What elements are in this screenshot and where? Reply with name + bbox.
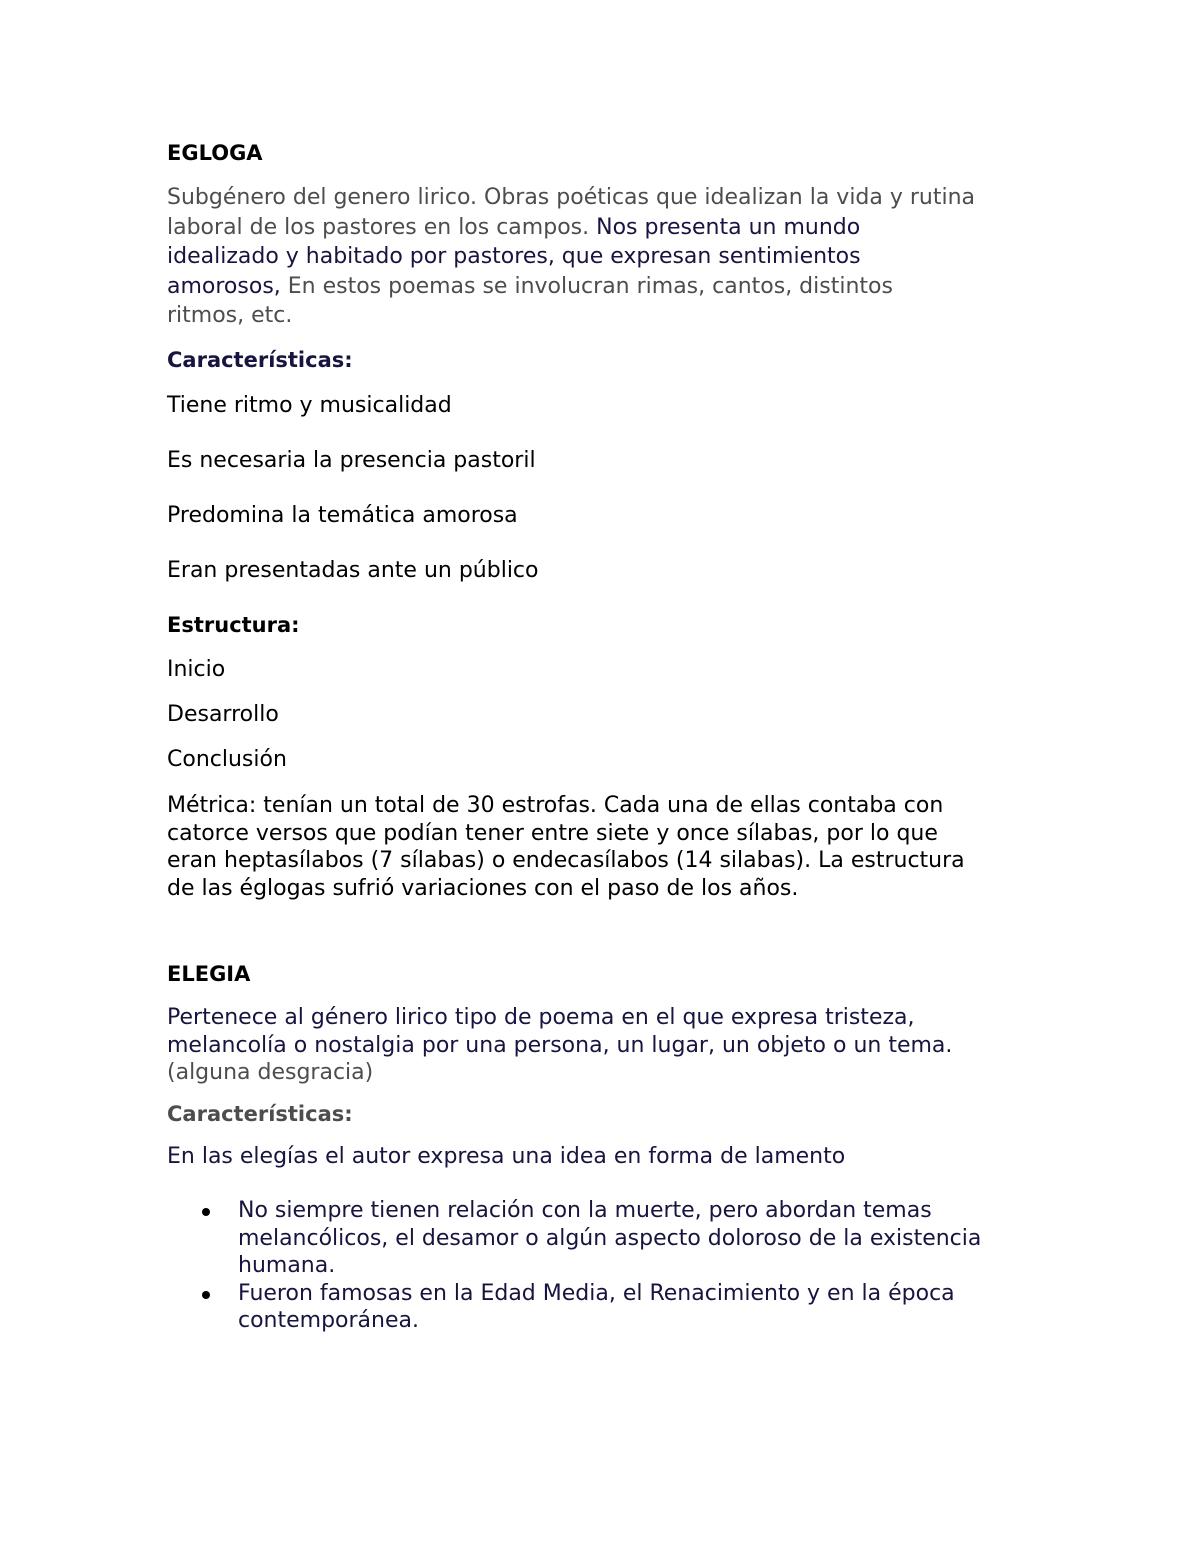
elegia-intro: [167, 1004, 952, 1087]
egloga-intro-line: Subgénero del genero lirico. Obras poéticas que idealizan la vida y rutina: [167, 185, 976, 210]
egloga-estructura-item: Desarrollo: [167, 702, 279, 727]
elegia-bullet-item: [167, 1280, 1047, 1335]
egloga-intro-line: ritmos, etc.: [167, 303, 293, 328]
egloga-intro-segment: laboral de los pastores en los campos.: [167, 214, 597, 240]
egloga-estructura-item: Conclusión: [167, 747, 287, 772]
egloga-title: EGLOGA: [167, 141, 263, 165]
egloga-intro-segment: En estos poemas se involucran rimas, cantos, distintos: [287, 273, 893, 299]
elegia-caracteristicas-title: Características:: [167, 1102, 353, 1126]
egloga-intro-segment: Nos presenta un mundo: [596, 214, 861, 240]
elegia-title: ELEGIA: [167, 962, 251, 986]
elegia-intro-line: Pertenece al género lirico tipo de poema en el que expresa tristeza,: [167, 1005, 915, 1030]
egloga-caracteristica-item: Es necesaria la presencia pastoril: [167, 448, 536, 473]
bullet-line: humana.: [238, 1253, 336, 1278]
egloga-estructura-item: Inicio: [167, 657, 226, 682]
egloga-intro: [167, 183, 975, 331]
bullet-line: contemporánea.: [238, 1308, 419, 1333]
egloga-intro-line: idealizado y habitado por pastores, que expresan sentimientos: [167, 244, 861, 269]
egloga-metrica: [167, 792, 965, 902]
metrica-line: eran heptasílabos (7 sílabas) o endecasílabos (14 silabas). La estructura: [167, 848, 965, 873]
elegia-intro-line: (alguna desgracia): [167, 1060, 374, 1085]
bullet-dot-icon: [202, 1291, 210, 1299]
bullet-dot-icon: [202, 1208, 210, 1216]
egloga-intro-segment: amorosos,: [167, 273, 288, 299]
elegia-intro-line: melancolía o nostalgia por una persona, un lugar, un objeto o un tema.: [167, 1032, 953, 1058]
egloga-caracteristica-item: Eran presentadas ante un público: [167, 558, 539, 583]
egloga-estructura-title: Estructura:: [167, 613, 300, 637]
elegia-bullet-list: [167, 1197, 1047, 1335]
metrica-line: Métrica: tenían un total de 30 estrofas. Cada una de ellas contaba con: [167, 793, 944, 818]
elegia-lamento: En las elegías el autor expresa una idea en forma de lamento: [167, 1144, 846, 1169]
elegia-bullet-item: [167, 1197, 1047, 1280]
egloga-caracteristica-item: Predomina la temática amorosa: [167, 503, 518, 528]
metrica-line: de las églogas sufrió variaciones con el paso de los años.: [167, 875, 799, 901]
metrica-line: catorce versos que podían tener entre siete y once sílabas, por lo que: [167, 820, 938, 846]
egloga-caracteristicas-title: Características:: [167, 348, 353, 372]
bullet-line: No siempre tienen relación con la muerte, pero abordan temas: [238, 1198, 932, 1223]
egloga-caracteristica-item: Tiene ritmo y musicalidad: [167, 393, 452, 418]
bullet-line: melancólicos, el desamor o algún aspecto doloroso de la existencia: [238, 1225, 982, 1251]
bullet-line: Fueron famosas en la Edad Media, el Renacimiento y en la época: [238, 1280, 955, 1306]
